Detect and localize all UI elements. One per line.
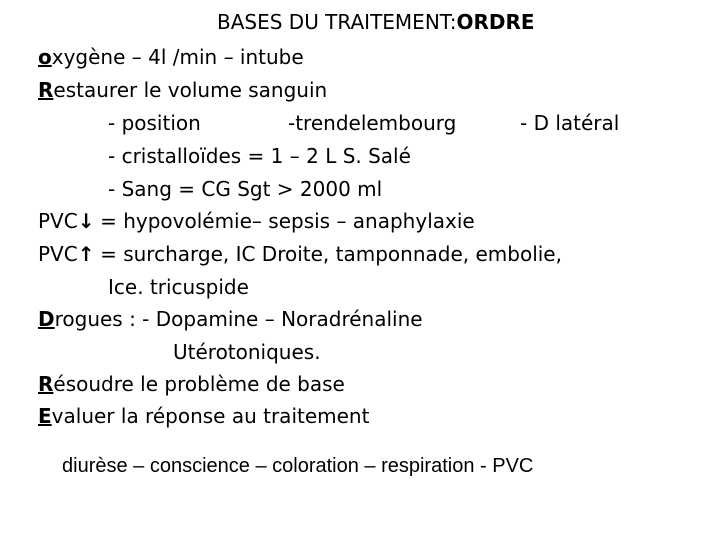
line-uterotoniques: Utérotoniques.	[173, 340, 321, 364]
footer-monitoring: diurèse – conscience – coloration – respiration - PVC	[62, 455, 534, 477]
line-resoudre	[38, 372, 345, 396]
line-drogues-text: rogues : - Dopamine – Noradrénaline	[54, 307, 423, 331]
acronym-letter-e: E	[38, 404, 52, 428]
acronym-letter-d: D	[38, 307, 55, 331]
line-drogues	[38, 307, 423, 331]
title-prefix: BASES DU TRAITEMENT:	[217, 10, 457, 34]
line-oxygene-text: xygène – 4l /min – intube	[51, 45, 304, 69]
line-resoudre-text: ésoudre le problème de base	[53, 372, 345, 396]
title-emphasis: ORDRE	[456, 10, 535, 34]
arrow-up-icon: ↑	[77, 242, 95, 266]
line-sang: - Sang = CG Sgt > 2000 ml	[108, 177, 383, 201]
line-cristalloides: - cristalloïdes = 1 – 2 L S. Salé	[108, 144, 411, 168]
pvc-down-text: = hypovolémie– sepsis – anaphylaxie	[93, 209, 475, 233]
acronym-letter-r2: R	[38, 372, 54, 396]
pvc-label: PVC	[38, 242, 78, 266]
pvc-up-text: = surcharge, IC Droite, tamponnade, embolie,	[93, 242, 562, 266]
line-restaurer	[38, 78, 327, 102]
line-evaluer-text: valuer la réponse au traitement	[51, 404, 370, 428]
acronym-letter-o: o	[38, 45, 52, 69]
line-oxygene	[38, 45, 304, 69]
pvc-label: PVC	[38, 209, 78, 233]
line-trendelembourg: -trendelembourg	[288, 111, 457, 135]
line-restaurer-text: estaurer le volume sanguin	[53, 78, 328, 102]
line-evaluer	[38, 404, 369, 428]
line-d-lateral: - D latéral	[520, 111, 620, 135]
arrow-down-icon: ↓	[77, 209, 95, 233]
acronym-letter-r: R	[38, 78, 54, 102]
line-position: - position	[108, 111, 201, 135]
slide-title	[217, 10, 535, 34]
line-pvc-down	[38, 209, 475, 233]
line-tricuspide: Ice. tricuspide	[108, 275, 249, 299]
line-pvc-up	[38, 242, 562, 266]
